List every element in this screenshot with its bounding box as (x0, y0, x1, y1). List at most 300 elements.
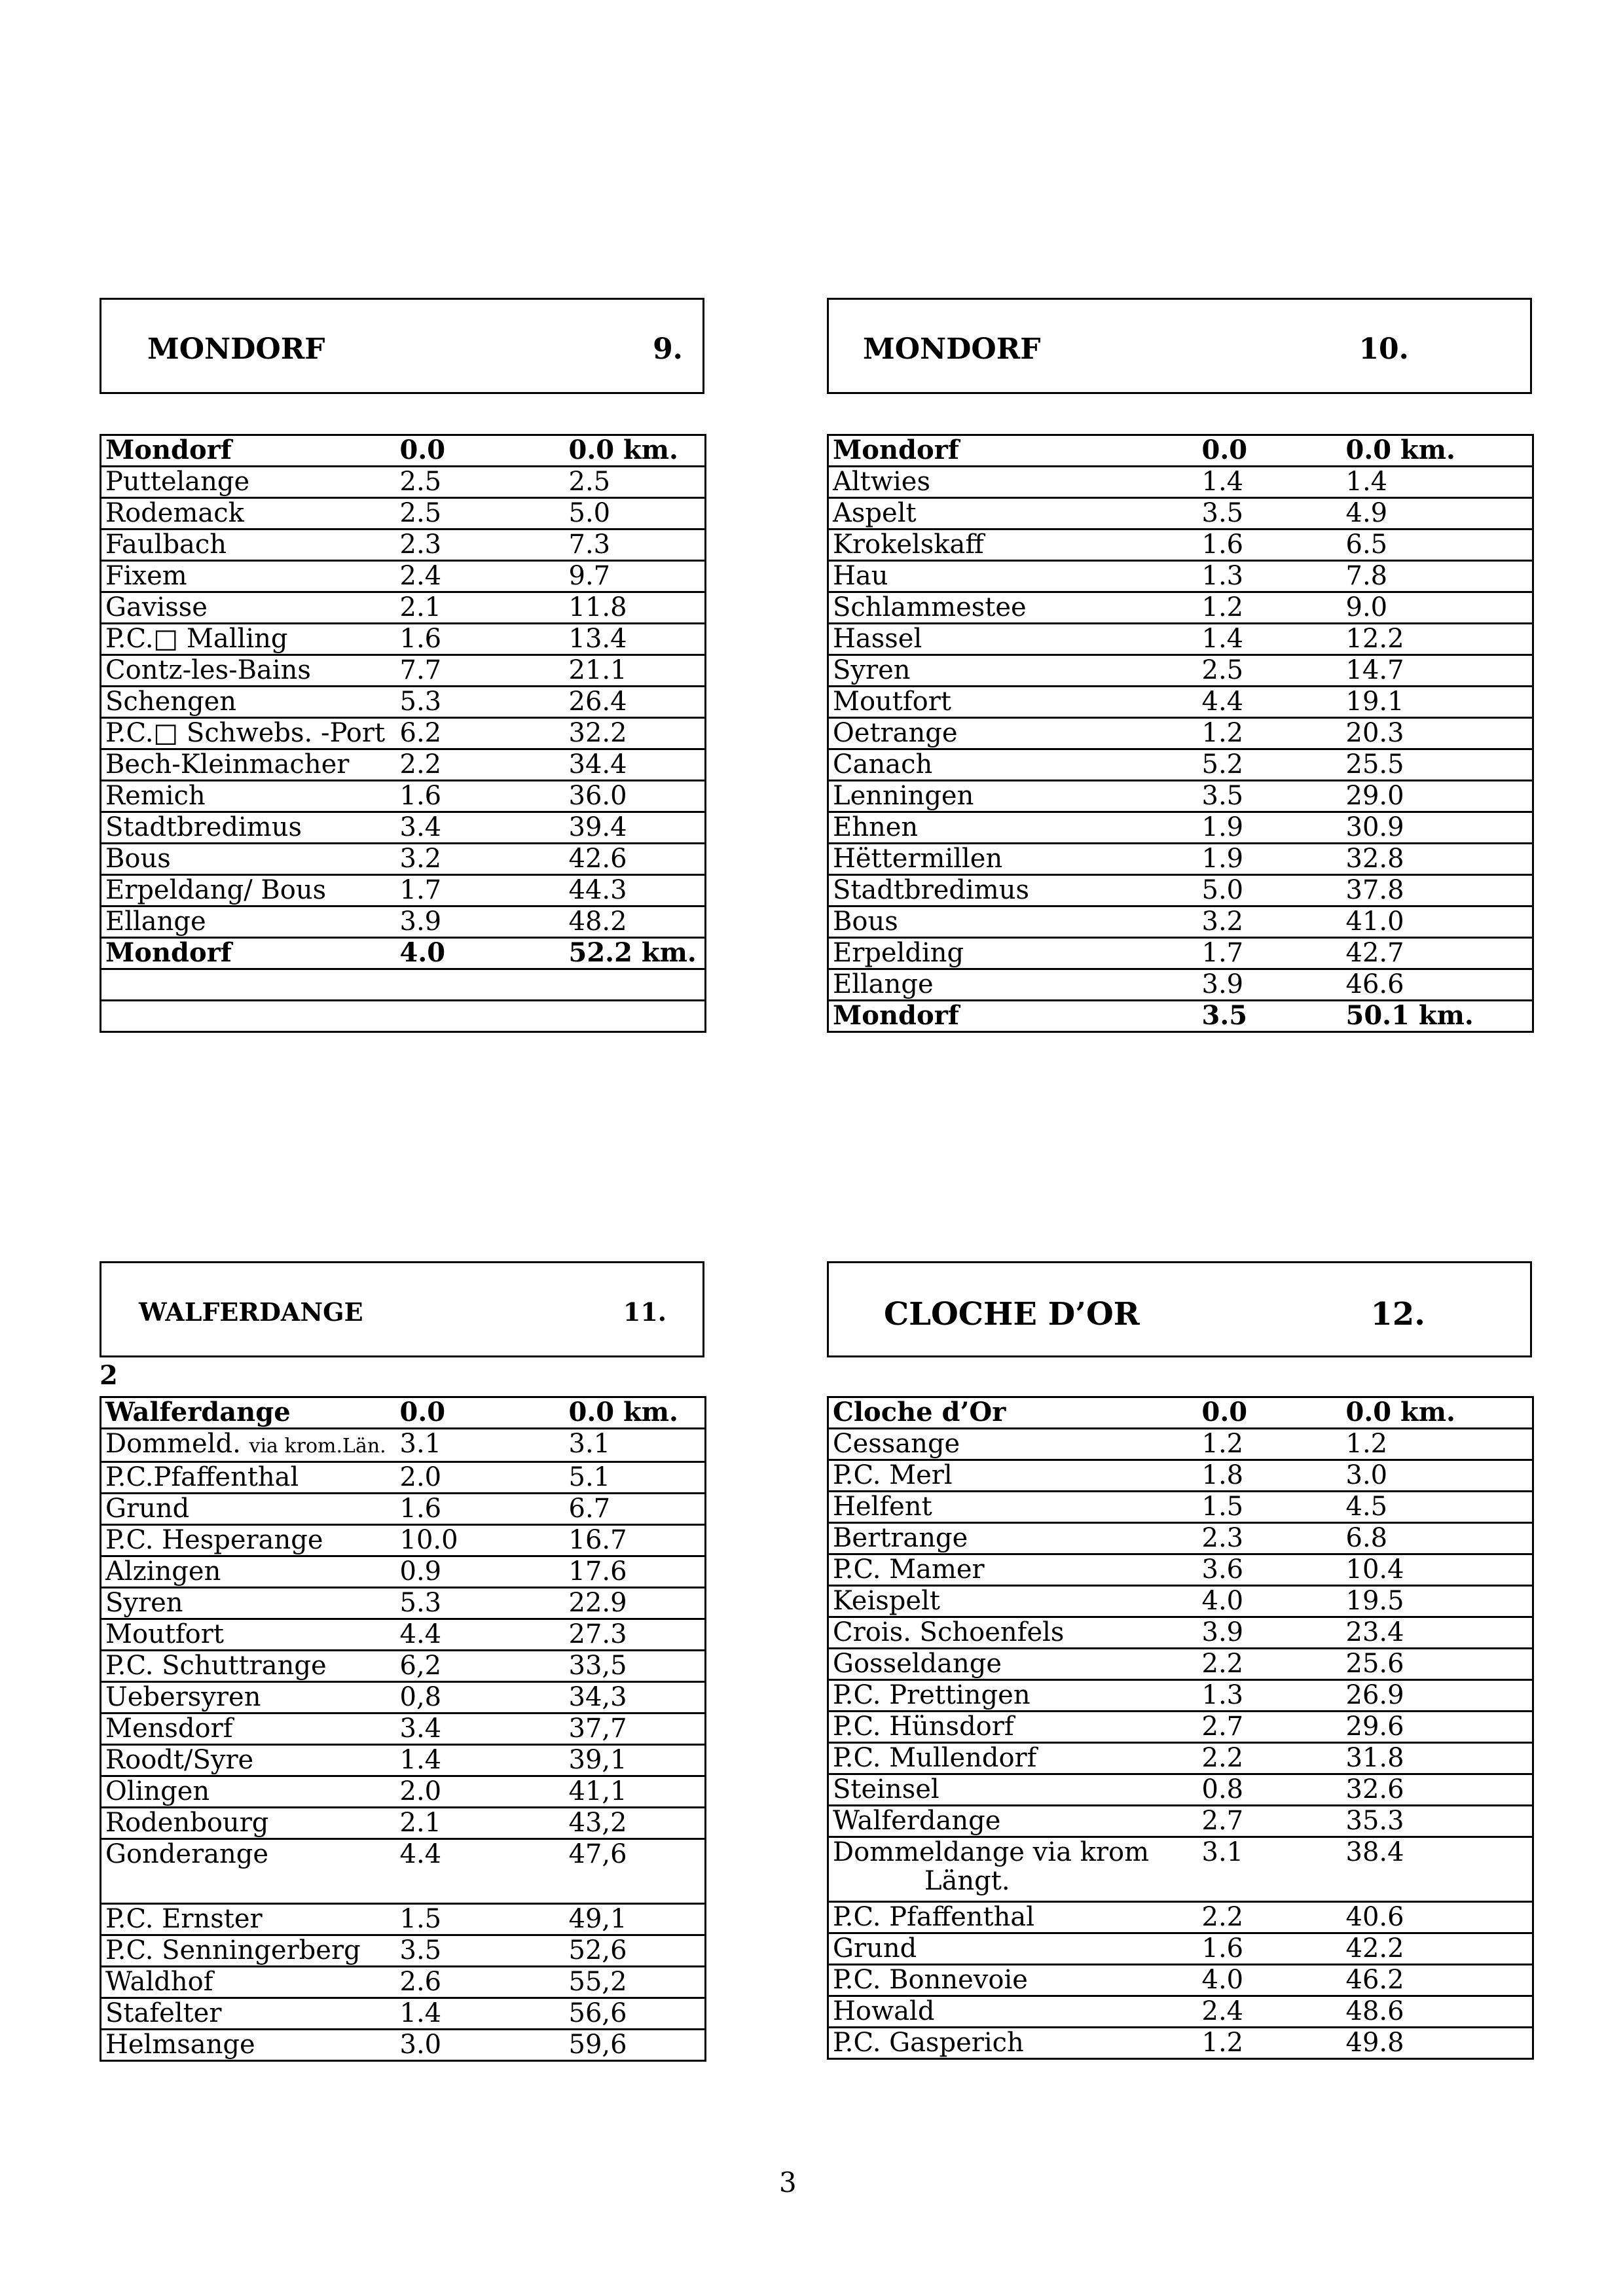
route-row (828, 561, 1533, 592)
total-distance: 16.7 (569, 1525, 706, 1556)
leg-distance: 3.5 (400, 1935, 569, 1967)
place-name: Walferdange (105, 1397, 291, 1427)
leg-distance: 1.3 (1202, 561, 1346, 592)
place-name: Puttelange (105, 467, 250, 497)
total-distance: 38.4 (1346, 1837, 1533, 1902)
total-distance: 59,6 (569, 2030, 706, 2061)
total-distance: 29.6 (1346, 1712, 1533, 1743)
route-row (828, 718, 1533, 749)
place-cell (828, 1837, 1202, 1902)
total-distance: 3.1 (569, 1429, 706, 1462)
place-name: Helfent (833, 1492, 932, 1522)
route-11-title: WALFERDANGE (139, 1297, 363, 1327)
place-cell (828, 1492, 1202, 1523)
place-cell (828, 1460, 1202, 1492)
leg-distance: 0.0 (1202, 1397, 1346, 1429)
total-distance: 4.5 (1346, 1492, 1533, 1523)
place-name: Mensdorf (105, 1713, 233, 1744)
place-name: Stadtbredimus (105, 812, 302, 842)
leg-distance: 2.4 (1202, 1996, 1346, 2028)
leg-distance: 3.4 (400, 812, 569, 844)
total-distance: 6.7 (569, 1494, 706, 1525)
place-cell (101, 1808, 400, 1839)
place-name: Mondorf (105, 937, 232, 968)
place-cell (101, 844, 400, 875)
leg-distance: 2.5 (400, 467, 569, 498)
place-cell (828, 1965, 1202, 1996)
total-distance: 39,1 (569, 1745, 706, 1776)
leg-distance: 2.7 (1202, 1806, 1346, 1837)
route-row (828, 1774, 1533, 1806)
place-cell (828, 1680, 1202, 1712)
total-distance: 26.4 (569, 687, 706, 718)
place-name: P.C. Ernster (105, 1904, 263, 1934)
total-distance: 21.1 (569, 655, 706, 687)
route-12-title: CLOCHE D’OR (884, 1296, 1140, 1333)
total-distance: 37,7 (569, 1713, 706, 1745)
place-name: Walferdange (833, 1806, 1001, 1836)
leg-distance: 2.4 (400, 561, 569, 592)
route-row (101, 1935, 706, 1967)
leg-distance: 3.2 (1202, 906, 1346, 938)
leg-distance: 1.2 (1202, 592, 1346, 624)
total-distance: 32.8 (1346, 844, 1533, 875)
place-name: Stadtbredimus (833, 875, 1030, 905)
route-row (101, 812, 706, 844)
place-cell (101, 2030, 400, 2061)
total-distance: 34,3 (569, 1682, 706, 1713)
total-distance: 4.9 (1346, 498, 1533, 529)
route-row (101, 781, 706, 812)
leg-distance: 3.2 (400, 844, 569, 875)
place-cell (101, 561, 400, 592)
place-cell (828, 624, 1202, 655)
place-name: Mondorf (833, 1000, 959, 1031)
total-distance: 42.7 (1346, 938, 1533, 969)
place-cell (828, 435, 1202, 467)
place-cell (828, 718, 1202, 749)
place-cell (101, 906, 400, 938)
place-cell (101, 875, 400, 906)
route-row (101, 592, 706, 624)
leg-distance: 5.2 (1202, 749, 1346, 781)
leg-distance: 0.0 (1202, 435, 1346, 467)
leg-distance: 1.7 (1202, 938, 1346, 969)
route-row (101, 906, 706, 938)
place-name: Faulbach (105, 529, 227, 560)
route-row (101, 1745, 706, 1776)
total-distance: 31.8 (1346, 1743, 1533, 1774)
route-row (828, 1933, 1533, 1965)
total-distance: 33,5 (569, 1651, 706, 1682)
place-cell (101, 1745, 400, 1776)
place-cell (828, 969, 1202, 1001)
route-row (828, 1586, 1533, 1617)
route-row (101, 938, 706, 969)
route-row (828, 687, 1533, 718)
leg-distance: 3.9 (400, 906, 569, 938)
leg-distance: 2.2 (1202, 1902, 1346, 1933)
place-name: Olingen (105, 1776, 210, 1806)
route-9-number: 9. (653, 332, 683, 366)
leg-distance: 3.0 (400, 2030, 569, 2061)
place-cell (101, 781, 400, 812)
place-cell (828, 1617, 1202, 1649)
place-name: Mondorf (833, 435, 959, 465)
place-cell (828, 1933, 1202, 1965)
place-cell (828, 938, 1202, 969)
place-cell (101, 1776, 400, 1808)
place-name: Keispelt (833, 1586, 940, 1616)
total-distance: 41,1 (569, 1776, 706, 1808)
route-row (828, 812, 1533, 844)
place-name: Moutfort (833, 687, 951, 717)
place-name: Aspelt (833, 498, 917, 528)
place-name: P.C. Schuttrange (105, 1651, 327, 1681)
place-cell (101, 1967, 400, 1998)
leg-distance: 3.9 (1202, 1617, 1346, 1649)
place-name: P.C.□ Schwebs. -Port (105, 718, 386, 748)
place-cell (101, 529, 400, 561)
total-distance: 22.9 (569, 1588, 706, 1619)
place-name: Syren (105, 1588, 183, 1618)
route-11-number: 11. (623, 1297, 666, 1327)
place-name: Dommeldange via krom (833, 1837, 1150, 1867)
leg-distance: 2.3 (400, 529, 569, 561)
place-name: P.C. Prettingen (833, 1680, 1030, 1710)
place-name: Ellange (105, 906, 206, 937)
total-distance: 0.0 km. (1346, 435, 1533, 467)
route-row (101, 2030, 706, 2061)
place-name: Moutfort (105, 1619, 224, 1649)
route-row (828, 844, 1533, 875)
route-row (101, 1904, 706, 1935)
place-name: Hau (833, 561, 888, 591)
place-name: Grund (833, 1933, 917, 1964)
place-cell (101, 498, 400, 529)
total-distance: 29.0 (1346, 781, 1533, 812)
leg-distance: 2.2 (1202, 1649, 1346, 1680)
place-cell (101, 1397, 400, 1429)
place-name: Uebersyren (105, 1682, 261, 1712)
total-distance: 19.5 (1346, 1586, 1533, 1617)
place-name: Bech-Kleinmacher (105, 749, 350, 780)
leg-distance: 3.5 (1202, 1001, 1346, 1032)
leg-distance: 3.9 (1202, 969, 1346, 1001)
route-row (828, 467, 1533, 498)
total-distance: 47,6 (569, 1839, 706, 1904)
leg-distance: 1.5 (1202, 1492, 1346, 1523)
total-distance: 9.0 (1346, 592, 1533, 624)
leg-distance: 5.3 (400, 687, 569, 718)
leg-distance: 3.4 (400, 1713, 569, 1745)
place-cell (828, 906, 1202, 938)
route-row (828, 1837, 1533, 1902)
leg-distance: 1.5 (400, 1904, 569, 1935)
leg-distance: 4.0 (1202, 1965, 1346, 1996)
route-row (101, 498, 706, 529)
leg-distance: 1.7 (400, 875, 569, 906)
place-name: P.C. Bonnevoie (833, 1965, 1028, 1995)
leg-distance: 1.6 (400, 1494, 569, 1525)
place-name: Hëttermillen (833, 844, 1003, 874)
route-12-number: 12. (1370, 1296, 1425, 1333)
leg-distance: 2.5 (400, 498, 569, 529)
total-distance: 12.2 (1346, 624, 1533, 655)
route-row (101, 467, 706, 498)
place-cell (101, 687, 400, 718)
route-row (101, 1713, 706, 1745)
route-row (828, 1492, 1533, 1523)
total-distance: 42.6 (569, 844, 706, 875)
page-number: 3 (779, 2166, 797, 2198)
route-12-table (827, 1396, 1534, 2060)
route-row (101, 687, 706, 718)
total-distance (569, 969, 706, 1001)
place-cell (828, 2028, 1202, 2059)
place-name: P.C. Merl (833, 1460, 953, 1490)
total-distance: 17.6 (569, 1556, 706, 1588)
place-name: Lenningen (833, 781, 974, 811)
route-12-header (827, 1261, 1532, 1357)
place-cell (828, 1397, 1202, 1429)
place-cell (828, 749, 1202, 781)
route-row (828, 906, 1533, 938)
total-distance: 5.0 (569, 498, 706, 529)
place-name: Rodenbourg (105, 1808, 269, 1838)
leg-distance: 4.4 (400, 1619, 569, 1651)
total-distance: 48.2 (569, 906, 706, 938)
leg-distance: 2.7 (1202, 1712, 1346, 1743)
route-row (828, 529, 1533, 561)
place-name: Oetrange (833, 718, 958, 748)
leg-distance: 1.8 (1202, 1460, 1346, 1492)
route-row (828, 1965, 1533, 1996)
place-name: Syren (833, 655, 911, 685)
place-name: P.C. Pfaffenthal (833, 1902, 1035, 1932)
total-distance: 55,2 (569, 1967, 706, 1998)
leg-distance: 4.0 (1202, 1586, 1346, 1617)
place-cell (101, 969, 400, 1001)
leg-distance: 2.2 (1202, 1743, 1346, 1774)
place-cell (101, 812, 400, 844)
route-row (828, 1743, 1533, 1774)
total-distance: 0.0 km. (569, 1397, 706, 1429)
place-cell (101, 1556, 400, 1588)
leg-distance: 3.5 (1202, 498, 1346, 529)
route-9-table (100, 434, 706, 1033)
route-row (101, 1651, 706, 1682)
route-row (101, 561, 706, 592)
leg-distance: 2.2 (400, 749, 569, 781)
total-distance: 5.1 (569, 1462, 706, 1494)
leg-distance: 5.3 (400, 1588, 569, 1619)
route-row (101, 1397, 706, 1429)
place-cell (828, 1586, 1202, 1617)
route-row (101, 1588, 706, 1619)
place-name: Steinsel (833, 1774, 939, 1804)
route-row (828, 1712, 1533, 1743)
route-row (828, 875, 1533, 906)
place-name: Bertrange (833, 1523, 968, 1553)
route-row (101, 969, 706, 1001)
place-cell (828, 592, 1202, 624)
place-cell (828, 529, 1202, 561)
place-name: P.C. Mullendorf (833, 1743, 1037, 1773)
route-11-table (100, 1396, 706, 2062)
leg-distance: 1.2 (1202, 2028, 1346, 2059)
route-row (101, 624, 706, 655)
route-10-title: MONDORF (863, 332, 1041, 366)
route-row (828, 655, 1533, 687)
place-name: Ehnen (833, 812, 919, 842)
place-cell (101, 1525, 400, 1556)
total-distance: 43,2 (569, 1808, 706, 1839)
place-cell (828, 1554, 1202, 1586)
place-cell (828, 812, 1202, 844)
leg-distance (400, 1001, 569, 1032)
place-cell (828, 1429, 1202, 1460)
place-name: P.C.Pfaffenthal (105, 1462, 299, 1492)
via-note: via krom.Län. (249, 1435, 386, 1458)
total-distance: 37.8 (1346, 875, 1533, 906)
place-name: Canach (833, 749, 933, 780)
leg-distance: 2.1 (400, 1808, 569, 1839)
route-row (101, 1967, 706, 1998)
place-cell (101, 624, 400, 655)
route-row (828, 1680, 1533, 1712)
route-row (828, 969, 1533, 1001)
route-row (101, 1556, 706, 1588)
leg-distance: 1.4 (1202, 467, 1346, 498)
place-cell (828, 655, 1202, 687)
total-distance: 25.6 (1346, 1649, 1533, 1680)
place-name: Contz-les-Bains (105, 655, 311, 685)
leg-distance: 2.0 (400, 1776, 569, 1808)
leg-distance: 4.4 (1202, 687, 1346, 718)
leg-distance: 1.9 (1202, 844, 1346, 875)
place-name: Gavisse (105, 592, 208, 622)
place-name: Hassel (833, 624, 922, 654)
total-distance: 9.7 (569, 561, 706, 592)
total-distance: 46.6 (1346, 969, 1533, 1001)
place-name: Fixem (105, 561, 187, 591)
leg-distance: 1.2 (1202, 1429, 1346, 1460)
place-name: Stafelter (105, 1998, 222, 2028)
leg-distance: 6,2 (400, 1651, 569, 1682)
route-row (828, 1649, 1533, 1680)
total-distance: 23.4 (1346, 1617, 1533, 1649)
leg-distance: 2.0 (400, 1462, 569, 1494)
route-row (828, 1996, 1533, 2028)
place-name: Cessange (833, 1429, 960, 1459)
total-distance: 50.1 km. (1346, 1001, 1533, 1032)
place-name: Schengen (105, 687, 237, 717)
route-row (828, 2028, 1533, 2059)
place-cell (828, 1712, 1202, 1743)
place-cell (101, 1494, 400, 1525)
place-name: Mondorf (105, 435, 232, 465)
place-name: Remich (105, 781, 206, 811)
total-distance: 36.0 (569, 781, 706, 812)
total-distance: 1.4 (1346, 467, 1533, 498)
place-name: Roodt/Syre (105, 1745, 254, 1775)
route-row (101, 749, 706, 781)
place-cell (828, 1523, 1202, 1554)
place-name: Altwies (833, 467, 930, 497)
place-name: Rodemack (105, 498, 244, 528)
total-distance: 10.4 (1346, 1554, 1533, 1586)
route-row (101, 875, 706, 906)
total-distance: 6.8 (1346, 1523, 1533, 1554)
place-name: Alzingen (105, 1556, 221, 1587)
route-row (828, 498, 1533, 529)
leg-distance: 10.0 (400, 1525, 569, 1556)
route-row (101, 529, 706, 561)
place-cell (101, 1904, 400, 1935)
place-cell (101, 1935, 400, 1967)
place-name: Erpeldang/ Bous (105, 875, 327, 905)
route-10-header (827, 298, 1532, 394)
total-distance: 14.7 (1346, 655, 1533, 687)
route-row (101, 1776, 706, 1808)
place-cell (101, 1001, 400, 1032)
leg-distance: 1.2 (1202, 718, 1346, 749)
route-10-table (827, 434, 1534, 1033)
leg-distance: 4.0 (400, 938, 569, 969)
route-row (101, 844, 706, 875)
leg-distance: 2.5 (1202, 655, 1346, 687)
route-row (101, 1462, 706, 1494)
total-distance: 26.9 (1346, 1680, 1533, 1712)
place-name: P.C. Hesperange (105, 1525, 323, 1555)
place-name: Helmsange (105, 2030, 255, 2060)
leg-distance: 0,8 (400, 1682, 569, 1713)
route-row (101, 1682, 706, 1713)
route-11-note: 2 (100, 1360, 118, 1391)
leg-distance: 1.6 (1202, 1933, 1346, 1965)
place-name: Schlammestee (833, 592, 1027, 622)
place-cell (101, 467, 400, 498)
total-distance: 44.3 (569, 875, 706, 906)
place-cell (828, 875, 1202, 906)
place-cell (101, 1651, 400, 1682)
total-distance: 48.6 (1346, 1996, 1533, 2028)
total-distance: 7.3 (569, 529, 706, 561)
place-cell (828, 687, 1202, 718)
total-distance: 42.2 (1346, 1933, 1533, 1965)
place-cell (101, 1998, 400, 2030)
place-cell (828, 498, 1202, 529)
total-distance: 41.0 (1346, 906, 1533, 938)
leg-distance: 2.1 (400, 592, 569, 624)
leg-distance: 5.0 (1202, 875, 1346, 906)
leg-distance: 2.6 (400, 1967, 569, 1998)
route-row (828, 1397, 1533, 1429)
place-cell (828, 1649, 1202, 1680)
total-distance: 32.6 (1346, 1774, 1533, 1806)
leg-distance: 0.0 (400, 435, 569, 467)
place-cell (101, 1619, 400, 1651)
route-row (828, 1429, 1533, 1460)
total-distance: 46.2 (1346, 1965, 1533, 1996)
place-cell (101, 1839, 400, 1904)
place-name: P.C. Hünsdorf (833, 1712, 1014, 1742)
route-row (101, 1839, 706, 1904)
route-row (101, 1429, 706, 1462)
total-distance: 52,6 (569, 1935, 706, 1967)
route-row (828, 749, 1533, 781)
